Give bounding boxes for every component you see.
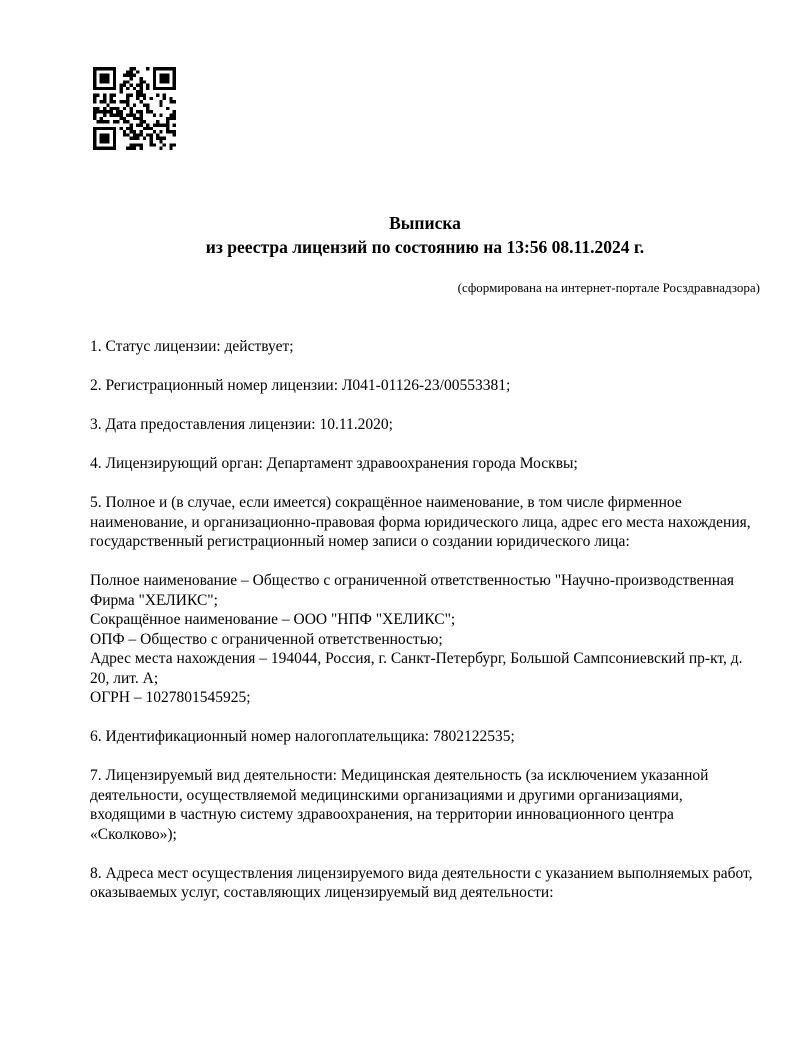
- paragraph-license-status: 1. Статус лицензии: действует;: [90, 338, 294, 355]
- paragraph-names-intro: 5. Полное и (в случае, если имеется) сокращённое наименование, в том числе фирменное наименование, и организационно-правовая форма юридического лица, адрес его места нахождения, государственный регистрационный номер записи о создании юридического лица:: [90, 494, 751, 550]
- document-content: [90, 0, 760, 922]
- paragraph-grant-date: 3. Дата предоставления лицензии: 10.11.2020;: [90, 416, 393, 433]
- paragraph-registration-number: 2. Регистрационный номер лицензии: Л041-01126-23/00553381;: [90, 377, 511, 394]
- entity-opf: ОПФ – Общество с ограниченной ответственностью;: [90, 630, 443, 648]
- title-line-2: из реестра лицензий по состоянию на 13:56 08.11.2024 г.: [205, 237, 645, 257]
- document-title: [90, 211, 760, 259]
- paragraph-licensing-authority: 4. Лицензирующий орган: Департамент здравоохранения города Москвы;: [90, 455, 578, 472]
- paragraph-list: [90, 337, 760, 903]
- entity-full-name: Полное наименование – Общество с ограниченной ответственностью "Научно-производственная Фирма "ХЕЛИКС";: [90, 572, 735, 609]
- paragraph-inn: 6. Идентификационный номер налогоплательщика: 7802122535;: [90, 728, 515, 745]
- entity-details: [90, 571, 760, 708]
- title-line-1: Выписка: [389, 213, 461, 233]
- entity-ogrn: ОГРН – 1027801545925;: [90, 689, 251, 706]
- formation-note: (сформирована на интернет-портале Росздравнадзора): [457, 280, 760, 295]
- entity-address: Адрес места нахождения – 194044, Россия, г. Санкт-Петербург, Большой Сампсониевский пр-кт, д. 20, лит. А;: [90, 650, 743, 687]
- paragraph-addresses-intro: 8. Адреса мест осуществления лицензируемого вида деятельности с указанием выполняемых работ, оказываемых услуг, составляющих лицензируемый вид деятельности:: [90, 864, 753, 901]
- paragraph-activity: 7. Лицензируемый вид деятельности: Медицинская деятельность (за исключением указанной деятельности, осуществляемой медицинскими организациями и другими организациями, входящими в частную систему здравоохранения, на территории инновационного центра «Сколково»);: [90, 767, 709, 843]
- entity-short-name: Сокращённое наименование – ООО "НПФ "ХЕЛИКС";: [90, 611, 456, 628]
